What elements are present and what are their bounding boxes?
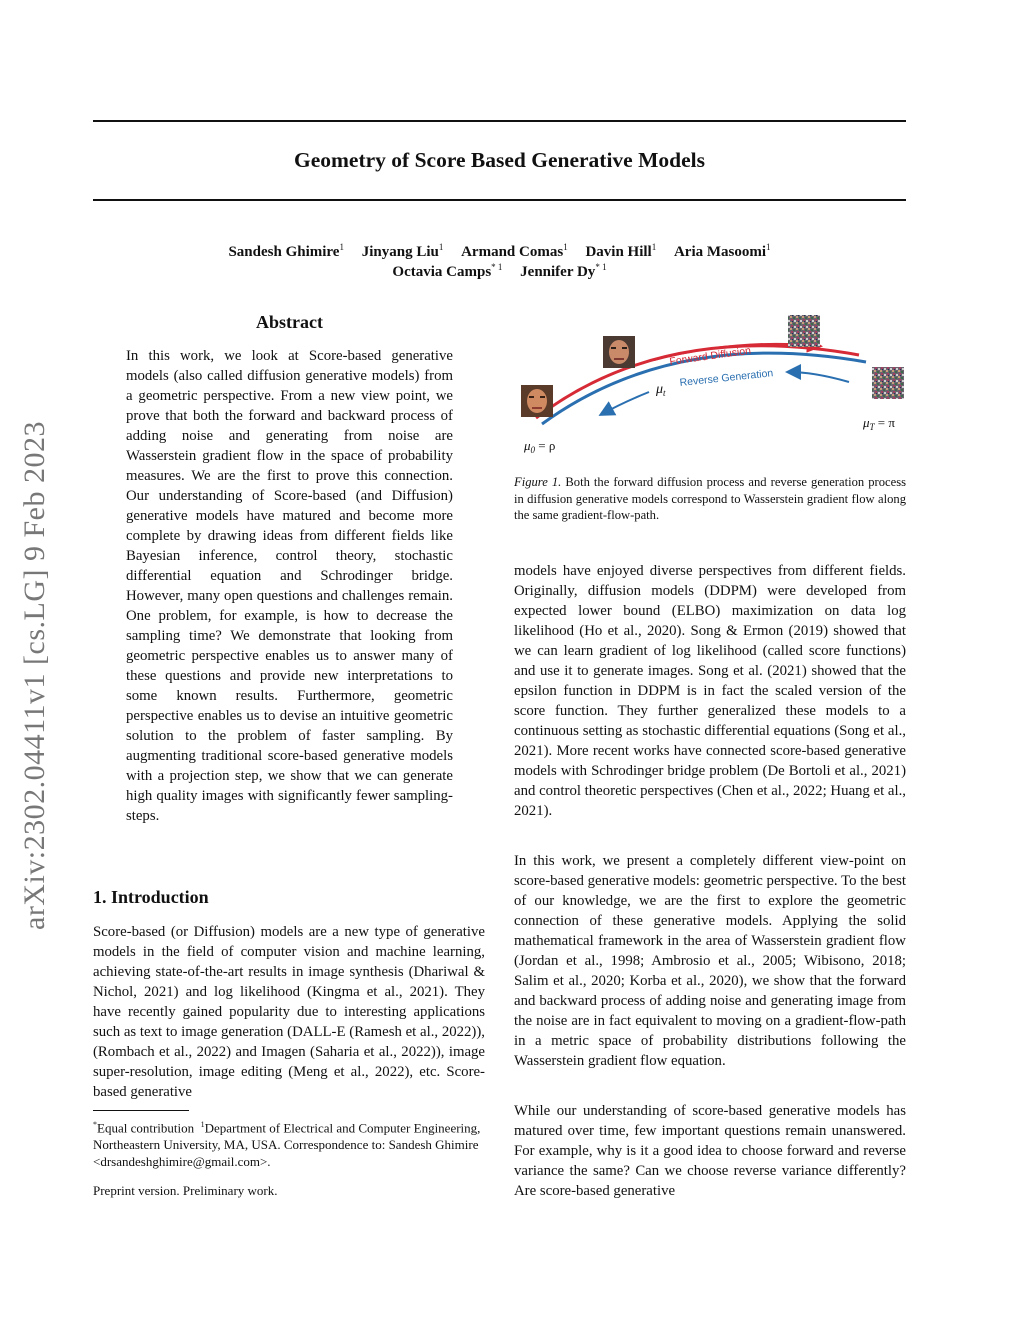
author: Jinyang Liu$^1$	[361, 242, 444, 260]
reverse-label: Reverse Generation	[679, 367, 774, 389]
reverse-arrow-1	[789, 372, 849, 382]
title-top-rule	[93, 120, 906, 122]
figure-1-diagram	[514, 310, 906, 460]
author: Jennifer Dy$^{* 1}$	[520, 262, 607, 280]
author: Armand Comas$^1$	[461, 242, 568, 260]
mu-t-label: $\mu_t$	[656, 382, 666, 398]
author: Octavia Camps$^{* 1}$	[392, 262, 503, 280]
preprint-note: Preprint version. Preliminary work.	[93, 1183, 278, 1198]
right-paragraph-1: models have enjoyed diverse perspectives from different fields. Originally, diffusion models (DDPM) were developed from expected lower bound (ELBO) maximization on data log likelihood (Ho et al., 2020). Song & Ermon (2019) showed that we can learn gradient of log likelihood (called score functions) and use it to generate images. Song et al. (2021) showed that the epsilon function in DDPM is in fact the scaled version of the score function. They further generalized these models to a continuous setting as stochastic differential equations (Song et al., 2021). More recent works have connected score-based generative models with Schrodinger bridge problem (De Bortoli et al., 2021) and control theoretic perspectives (Chen et al., 2022; Huang et al., 2021).	[514, 563, 906, 819]
authors-line-2	[93, 257, 906, 282]
abstract-body: In this work, we look at Score-based generative models (also called diffusion generative models) from a geometric perspective. From a new view point, we prove that both the forward and backward process of adding noise and generating from noise are Wasserstein gradient flow in the space of probability measures. We are the first to prove this connection. Our understanding of Score-based (and Diffusion) generative models have matured and become more complete by drawing ideas from different fields like Bayesian inference, control theory, stochastic differential equation and Schrodinger bridge. However, many open questions and challenges remain. One problem, for example, is how to decrease the sampling time? We demonstrate that looking from geometric perspective enables us to answer many of these questions and provide new interpretations to some known results. Furthermore, geometric perspective enables us to devise an intuitive geometric solution to the problem of faster sampling. By augmenting traditional score-based generative models with a projection step, we show that we can generate high quality images with significantly fewer sampling-steps.	[126, 348, 453, 824]
intro-body: Score-based (or Diffusion) models are a new type of generative models in the field of computer vision and machine learning, achieving state-of-the-art results in image synthesis (Dhariwal & Nichol, 2021) and log likelihood (Kingma et al., 2021). They have recently gained popularity due to interesting applications such as text to image generation (DALL-E (Ramesh et al., 2022)), (Rombach et al., 2022) and Imagen (Saharia et al., 2022)), image super-resolution, image editing (Meng et al., 2022), etc. Score-based generative	[93, 924, 485, 1100]
right-paragraph-3: While our understanding of score-based generative models has matured over time, few important questions remain unanswered. For example, why is it a good idea to choose forward and reverse variance the same? Can we choose reverse variance differently? Are score-based generative	[514, 1103, 906, 1199]
forward-label: Forward Diffusion	[668, 344, 752, 368]
noise-image-right	[872, 367, 904, 399]
figure-1-caption: Figure 1. Both the forward diffusion process and reverse generation process in diffusion generative models correspond to Wasserstein gradient flow along the same gradient-flow-path.	[514, 475, 906, 522]
author: Davin Hill$^1$	[585, 242, 657, 260]
mu-T-label: $\mu_T = \pi$	[863, 415, 895, 432]
author: Aria Masoomi$^1$	[673, 242, 771, 260]
face-image-clean	[521, 385, 553, 417]
arxiv-stamp: arXiv:2302.04411v1 [cs.LG] 9 Feb 2023	[18, 421, 51, 930]
footnote: *Equal contribution $^1$Department of Electrical and Computer Engineering, Northeastern University, MA, USA. Correspondence to: Sandesh Ghimire <drsandeshghimire@gmail.com>.	[93, 1120, 481, 1170]
reverse-curve	[542, 353, 866, 424]
mu-0-label: $\mu_0 = \rho$	[524, 438, 556, 455]
title-bottom-rule	[93, 199, 906, 201]
reverse-arrow-2	[602, 392, 649, 414]
author: Sandesh Ghimire$^1$	[228, 242, 344, 260]
noise-image-top	[788, 315, 820, 347]
right-paragraph-2: In this work, we present a completely different view-point on score-based generative models: geometric perspective. To the best of our knowledge, we are the first to explore the geometric connection of these generative models. Applying the solid mathematical framework in the area of Wasserstein gradient flow (Jordan et al., 1998; Ambrosio et al., 2005; Wibisono, 2018; Salim et al., 2020; Korba et al., 2020), we show that the forward and backward process of adding noise and generating image from the noise are in fact equivalent to moving on a gradient-flow-path in a metric space of probability distributions following the Wasserstein gradient flow equation.	[514, 853, 906, 1069]
footnote-rule	[93, 1110, 189, 1111]
abstract-heading: Abstract	[256, 312, 323, 332]
intro-heading: 1. Introduction	[93, 887, 209, 907]
face-image-intermediate	[603, 336, 635, 368]
paper-title: Geometry of Score Based Generative Models	[294, 148, 705, 172]
